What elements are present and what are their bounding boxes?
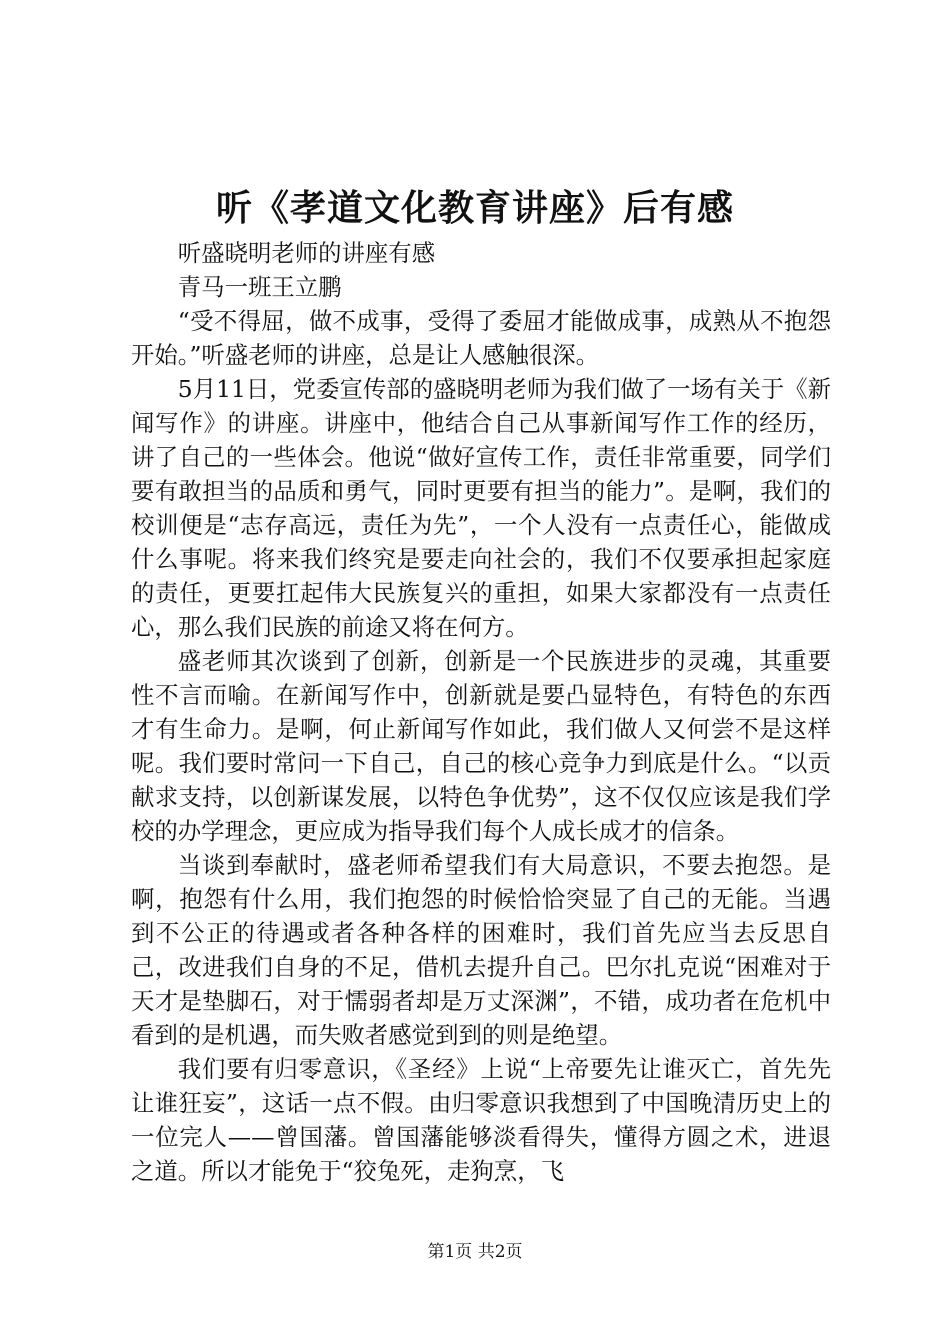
author-line: 青马一班王立鹏 [177, 273, 342, 301]
paragraph-4: 当谈到奉献时，盛老师希望我们有大局意识，不要去抱怨。是啊，抱怨有什么用，我们抱怨的时候恰恰突显了自己的无能。当遇到不公正的待遇或者各种各样的困难时，我们首先应当去反思自己，改进我们自身的不足，借机去提升自己。巴尔扎克说“困难对于天才是垫脚石，对于懦弱者却是万丈深渊”，不错，成功者在危机中看到的是机遇，而失败者感觉到到的则是绝望。 [131, 851, 831, 1049]
document-body [131, 236, 831, 1188]
paragraph-5: 我们要有归零意识，《圣经》上说“上帝要先让谁灭亡，首先先让谁狂妄”，这话一点不假。由归零意识我想到了中国晚清历史上的一位完人——曾国藩。曾国藩能够淡看得失，懂得方圆之术，进退之道。所以才能免于“狡兔死，走狗烹，飞 [131, 1055, 831, 1185]
document-title: 听《孝道文化教育讲座》后有感 [215, 187, 734, 229]
subtitle-line: 听盛晓明老师的讲座有感 [177, 239, 436, 267]
page-number-footer: 第1页 共2页 [427, 1242, 523, 1262]
paragraph-2: 5月11日，党委宣传部的盛晓明老师为我们做了一场有关于《新闻写作》的讲座。讲座中，他结合自己从事新闻写作工作的经历，讲了自己的一些体会。他说“做好宣传工作，责任非常重要，同学们要有敢担当的品质和勇气，同时更要有担当的能力”。是啊，我们的校训便是“志存高远，责任为先”，一个人没有一点责任心，能做成什么事呢。将来我们终究是要走向社会的，我们不仅要承担起家庭的责任，更要扛起伟大民族复兴的重担，如果大家都没有一点责任心，那么我们民族的前途又将在何方。 [131, 375, 831, 641]
paragraph-3: 盛老师其次谈到了创新，创新是一个民族进步的灵魂，其重要性不言而喻。在新闻写作中，创新就是要凸显特色，有特色的东西才有生命力。是啊，何止新闻写作如此，我们做人又何尝不是这样呢。我们要时常问一下自己，自己的核心竞争力到底是什么。“以贡献求支持，以创新谋发展，以特色争优势”，这不仅仅应该是我们学校的办学理念，更应成为指导我们每个人成长成才的信条。 [131, 647, 831, 845]
paragraph-1: “受不得屈，做不成事，受得了委屈才能做成事，成熟从不抱怨开始。”听盛老师的讲座，总是让人感触很深。 [131, 307, 831, 369]
